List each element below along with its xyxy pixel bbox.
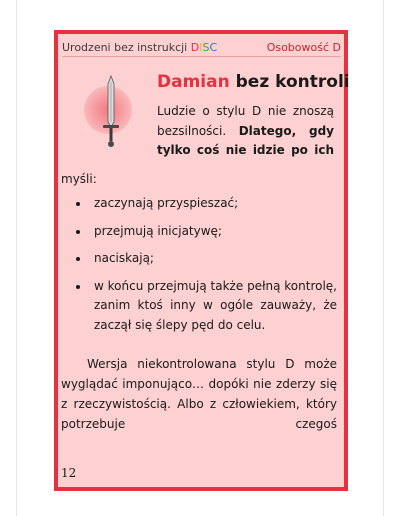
list-item bbox=[61, 194, 337, 214]
bullet-dot bbox=[76, 285, 80, 289]
list-item-text: w końcu przejmują także pełną kontrolę, zanim ktoś inny w ogóle zauważy, że zaczął się ślepy pęd do celu. bbox=[94, 278, 337, 332]
bullet-dot bbox=[76, 230, 80, 234]
disc-letter-c: C bbox=[209, 40, 218, 54]
disc-letter-d: D bbox=[190, 40, 200, 54]
disc-letter-i: I bbox=[199, 40, 203, 54]
header-book-title bbox=[62, 41, 217, 54]
page-number: 12 bbox=[61, 466, 77, 480]
bullet-dot bbox=[76, 257, 80, 261]
list-item-text: naciskają; bbox=[94, 251, 154, 265]
header-chapter-title: Osobowość D bbox=[266, 40, 341, 54]
header-book-title-text: Urodzeni bez instrukcji bbox=[62, 40, 188, 54]
list-item-text: zaczynają przyspieszać; bbox=[94, 196, 239, 210]
page-frame bbox=[54, 30, 348, 491]
section-title-rest: bez kontroli bbox=[235, 72, 350, 92]
intro-paragraph-end: myśli: bbox=[61, 172, 97, 186]
bullet-list bbox=[61, 194, 337, 343]
disc-letter-s: S bbox=[202, 40, 210, 54]
intro-plain-text: Ludzie o stylu D nie znoszą bezsilności. bbox=[157, 104, 334, 138]
body-paragraph: Wersja niekontrolowana stylu D może wyglądać imponująco… dopóki nie zderzy się z rzeczywistością. Albo z człowiekiem, który potrzebuje czegoś bbox=[61, 357, 337, 431]
page-edge-left bbox=[16, 0, 17, 516]
running-header bbox=[62, 39, 341, 55]
list-item bbox=[61, 249, 337, 269]
section-title-accent: Damian bbox=[157, 72, 230, 92]
page-edge-right bbox=[383, 0, 384, 516]
list-item-text: przejmują inicjatywę; bbox=[94, 223, 222, 238]
disc-logo bbox=[191, 41, 217, 54]
sword-icon bbox=[80, 74, 140, 150]
intro-bold-text: Dlatego, gdy tylko coś nie idzie po ich bbox=[157, 123, 334, 157]
intro-paragraph bbox=[157, 102, 334, 161]
list-item bbox=[61, 222, 337, 242]
list-item bbox=[61, 277, 337, 336]
section-title bbox=[157, 72, 350, 92]
bullet-dot bbox=[76, 202, 80, 206]
header-divider bbox=[62, 56, 341, 57]
